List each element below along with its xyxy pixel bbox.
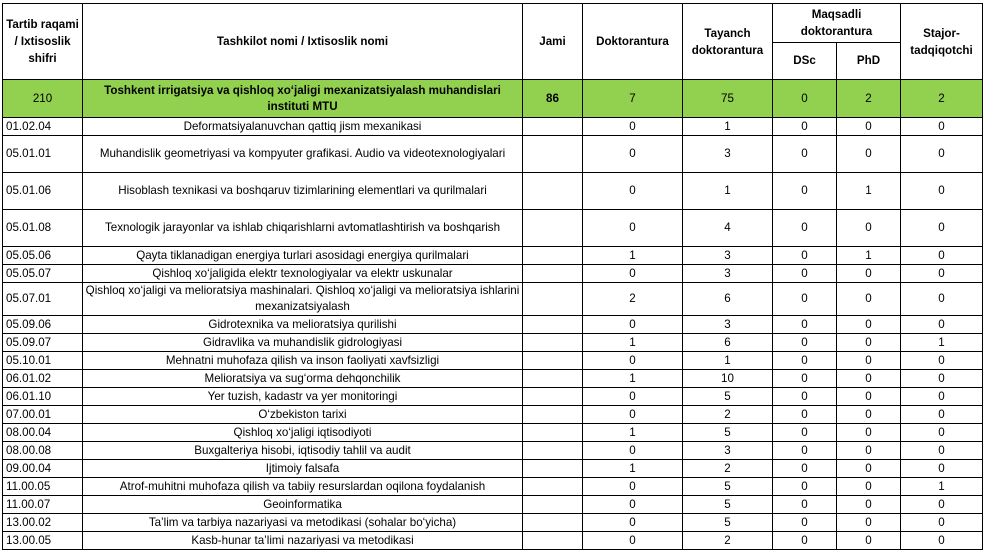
specialty-doctorate: 0	[583, 496, 683, 514]
specialty-doctorate: 0	[583, 136, 683, 173]
specialty-intern: 0	[901, 173, 983, 210]
specialty-code: 05.07.01	[3, 283, 83, 316]
table-row	[3, 265, 983, 283]
specialty-dsc: 0	[773, 424, 837, 442]
specialty-phd: 0	[837, 316, 901, 334]
table-row	[3, 496, 983, 514]
table-row	[3, 173, 983, 210]
specialty-total	[523, 173, 583, 210]
specialty-dsc: 0	[773, 478, 837, 496]
specialty-name: Melioratsiya va sug‘orma dehqonchilik	[83, 370, 523, 388]
specialty-total	[523, 496, 583, 514]
specialty-dsc: 0	[773, 334, 837, 352]
specialty-dsc: 0	[773, 136, 837, 173]
specialty-name: Geoinformatika	[83, 496, 523, 514]
specialty-phd: 0	[837, 496, 901, 514]
organization-row	[3, 80, 983, 118]
header-phd: PhD	[837, 42, 901, 80]
specialty-intern: 0	[901, 514, 983, 532]
org-basic-doctorate: 75	[683, 80, 773, 118]
table-row	[3, 316, 983, 334]
specialty-doctorate: 0	[583, 173, 683, 210]
specialty-total	[523, 210, 583, 247]
specialty-total	[523, 136, 583, 173]
specialty-total	[523, 316, 583, 334]
specialty-intern: 0	[901, 283, 983, 316]
specialty-dsc: 0	[773, 352, 837, 370]
specialty-basic-doctorate: 1	[683, 173, 773, 210]
specialty-dsc: 0	[773, 247, 837, 265]
org-intern: 2	[901, 80, 983, 118]
specialty-phd: 0	[837, 532, 901, 550]
table-row	[3, 478, 983, 496]
specialty-dsc: 0	[773, 532, 837, 550]
specialty-dsc: 0	[773, 118, 837, 136]
specialty-basic-doctorate: 1	[683, 118, 773, 136]
specialty-basic-doctorate: 3	[683, 136, 773, 173]
table-row	[3, 514, 983, 532]
specialty-dsc: 0	[773, 316, 837, 334]
specialty-intern: 0	[901, 388, 983, 406]
specialty-phd: 0	[837, 514, 901, 532]
specialty-code: 05.01.08	[3, 210, 83, 247]
specialty-dsc: 0	[773, 370, 837, 388]
specialty-code: 06.01.02	[3, 370, 83, 388]
specialty-total	[523, 265, 583, 283]
specialty-phd: 0	[837, 136, 901, 173]
specialty-name: Mehnatni muhofaza qilish va inson faoliyati xavfsizligi	[83, 352, 523, 370]
specialty-total	[523, 424, 583, 442]
header-total: Jami	[523, 4, 583, 80]
specialty-total	[523, 370, 583, 388]
specialty-code: 13.00.05	[3, 532, 83, 550]
specialty-name: Ijtimoiy falsafa	[83, 460, 523, 478]
specialty-name: Muhandislik geometriyasi va kompyuter grafikasi. Audio va videotexnologiyalari	[83, 136, 523, 173]
table-row	[3, 247, 983, 265]
specialty-intern: 0	[901, 316, 983, 334]
specialty-total	[523, 406, 583, 424]
specialty-doctorate: 0	[583, 118, 683, 136]
specialty-name: Ta’lim va tarbiya nazariyasi va metodikasi (sohalar bo‘yicha)	[83, 514, 523, 532]
table-row	[3, 460, 983, 478]
specialty-doctorate: 1	[583, 424, 683, 442]
specialty-name: Qishloq xo‘jaligi va melioratsiya mashinalari. Qishloq xo‘jaligi va melioratsiya ishlarini mexanizatsiyalash	[83, 283, 523, 316]
specialty-dsc: 0	[773, 496, 837, 514]
table-row	[3, 352, 983, 370]
specialty-total	[523, 118, 583, 136]
specialty-basic-doctorate: 3	[683, 247, 773, 265]
header-targeted-doctorate: Maqsadli doktorantura	[773, 4, 901, 43]
specialty-code: 05.05.06	[3, 247, 83, 265]
specialty-phd: 0	[837, 478, 901, 496]
specialty-intern: 0	[901, 424, 983, 442]
specialty-phd: 0	[837, 118, 901, 136]
table-row	[3, 424, 983, 442]
header-name: Tashkilot nomi / Ixtisoslik nomi	[83, 4, 523, 80]
specialty-intern: 0	[901, 496, 983, 514]
specialty-name: Deformatsiyalanuvchan qattiq jism mexanikasi	[83, 118, 523, 136]
specialty-total	[523, 478, 583, 496]
specialty-code: 05.01.06	[3, 173, 83, 210]
specialty-dsc: 0	[773, 210, 837, 247]
specialty-doctorate: 1	[583, 370, 683, 388]
specialty-phd: 1	[837, 247, 901, 265]
table-row	[3, 334, 983, 352]
specialty-intern: 0	[901, 247, 983, 265]
specialty-code: 13.00.02	[3, 514, 83, 532]
specialty-intern: 0	[901, 352, 983, 370]
table-container	[2, 3, 982, 550]
specialty-total	[523, 247, 583, 265]
specialty-basic-doctorate: 5	[683, 496, 773, 514]
specialty-phd: 0	[837, 370, 901, 388]
specialty-name: Qishloq xo‘jaligida elektr texnologiyalar va elektr uskunalar	[83, 265, 523, 283]
specialty-intern: 0	[901, 460, 983, 478]
org-phd: 2	[837, 80, 901, 118]
specialty-doctorate: 0	[583, 210, 683, 247]
specialty-intern: 0	[901, 210, 983, 247]
specialty-intern: 1	[901, 478, 983, 496]
specialty-total	[523, 334, 583, 352]
specialty-name: Hisoblash texnikasi va boshqaruv tizimlarining elementlari va qurilmalari	[83, 173, 523, 210]
specialty-name: Qishloq xo‘jaligi iqtisodiyoti	[83, 424, 523, 442]
specialty-basic-doctorate: 5	[683, 388, 773, 406]
specialty-doctorate: 1	[583, 247, 683, 265]
specialty-intern: 1	[901, 334, 983, 352]
specialty-phd: 1	[837, 173, 901, 210]
specialty-total	[523, 352, 583, 370]
specialty-intern: 0	[901, 406, 983, 424]
org-total: 86	[523, 80, 583, 118]
specialty-doctorate: 0	[583, 265, 683, 283]
specialty-name: Gidravlika va muhandislik gidrologiyasi	[83, 334, 523, 352]
specialty-dsc: 0	[773, 265, 837, 283]
specialty-code: 08.00.08	[3, 442, 83, 460]
specialty-basic-doctorate: 10	[683, 370, 773, 388]
org-name: Toshkent irrigatsiya va qishloq xo‘jaligi mexanizatsiyalash muhandislari instituti MTU	[83, 80, 523, 118]
table-row	[3, 210, 983, 247]
specialty-dsc: 0	[773, 460, 837, 478]
specialty-code: 11.00.07	[3, 496, 83, 514]
specialty-code: 09.00.04	[3, 460, 83, 478]
org-doctorate: 7	[583, 80, 683, 118]
specialty-total	[523, 460, 583, 478]
specialty-doctorate: 0	[583, 514, 683, 532]
table-row	[3, 136, 983, 173]
specialty-name: Buxgalteriya hisobi, iqtisodiy tahlil va audit	[83, 442, 523, 460]
specialty-doctorate: 0	[583, 406, 683, 424]
specialty-phd: 0	[837, 265, 901, 283]
specialty-basic-doctorate: 5	[683, 478, 773, 496]
specialty-code: 08.00.04	[3, 424, 83, 442]
specialty-code: 05.09.06	[3, 316, 83, 334]
specialty-dsc: 0	[773, 388, 837, 406]
specialty-name: Atrof-muhitni muhofaza qilish va tabiiy resurslardan oqilona foydalanish	[83, 478, 523, 496]
specialty-phd: 0	[837, 424, 901, 442]
table-row	[3, 118, 983, 136]
specialty-code: 05.05.07	[3, 265, 83, 283]
specialty-basic-doctorate: 3	[683, 316, 773, 334]
specialty-dsc: 0	[773, 283, 837, 316]
specialty-phd: 0	[837, 460, 901, 478]
specialty-name: Kasb-hunar ta’limi nazariyasi va metodikasi	[83, 532, 523, 550]
specialty-code: 05.09.07	[3, 334, 83, 352]
specialty-intern: 0	[901, 532, 983, 550]
table-row	[3, 406, 983, 424]
specialty-basic-doctorate: 1	[683, 352, 773, 370]
specialty-basic-doctorate: 2	[683, 460, 773, 478]
specialty-phd: 0	[837, 210, 901, 247]
specialty-total	[523, 442, 583, 460]
specialty-phd: 0	[837, 442, 901, 460]
specialty-doctorate: 1	[583, 460, 683, 478]
org-dsc: 0	[773, 80, 837, 118]
specialty-doctorate: 0	[583, 352, 683, 370]
specialty-doctorate: 0	[583, 478, 683, 496]
specialty-intern: 0	[901, 442, 983, 460]
specialty-total	[523, 514, 583, 532]
specialty-basic-doctorate: 6	[683, 334, 773, 352]
specialty-intern: 0	[901, 265, 983, 283]
specialty-doctorate: 0	[583, 442, 683, 460]
org-code: 210	[3, 80, 83, 118]
table-row	[3, 370, 983, 388]
header-intern-researcher: Stajor-tadqiqotchi	[901, 4, 983, 80]
specialty-name: Gidrotexnika va melioratsiya qurilishi	[83, 316, 523, 334]
specialty-code: 05.10.01	[3, 352, 83, 370]
specialty-name: Yer tuzish, kadastr va yer monitoringi	[83, 388, 523, 406]
specialty-basic-doctorate: 5	[683, 514, 773, 532]
specialty-phd: 0	[837, 334, 901, 352]
specialty-name: O‘zbekiston tarixi	[83, 406, 523, 424]
specialty-code: 11.00.05	[3, 478, 83, 496]
specialty-basic-doctorate: 4	[683, 210, 773, 247]
specialty-basic-doctorate: 3	[683, 442, 773, 460]
specialty-code: 07.00.01	[3, 406, 83, 424]
specialty-basic-doctorate: 6	[683, 283, 773, 316]
specialty-dsc: 0	[773, 514, 837, 532]
doctorate-quota-table	[2, 3, 983, 550]
table-row	[3, 388, 983, 406]
specialty-dsc: 0	[773, 406, 837, 424]
specialty-doctorate: 0	[583, 388, 683, 406]
header-basic-doctorate: Tayanch doktorantura	[683, 4, 773, 80]
specialty-code: 06.01.10	[3, 388, 83, 406]
specialty-name: Qayta tiklanadigan energiya turlari asosidagi energiya qurilmalari	[83, 247, 523, 265]
table-row	[3, 283, 983, 316]
specialty-dsc: 0	[773, 173, 837, 210]
specialty-doctorate: 0	[583, 532, 683, 550]
specialty-total	[523, 388, 583, 406]
specialty-intern: 0	[901, 118, 983, 136]
specialty-code: 05.01.01	[3, 136, 83, 173]
header-doctorate: Doktorantura	[583, 4, 683, 80]
specialty-name: Texnologik jarayonlar va ishlab chiqarishlarni avtomatlashtirish va boshqarish	[83, 210, 523, 247]
specialty-doctorate: 1	[583, 334, 683, 352]
specialty-phd: 0	[837, 283, 901, 316]
specialty-basic-doctorate: 5	[683, 424, 773, 442]
specialty-intern: 0	[901, 136, 983, 173]
specialty-code: 01.02.04	[3, 118, 83, 136]
specialty-basic-doctorate: 2	[683, 532, 773, 550]
specialty-phd: 0	[837, 406, 901, 424]
specialty-total	[523, 283, 583, 316]
specialty-phd: 0	[837, 388, 901, 406]
specialty-dsc: 0	[773, 442, 837, 460]
header-code: Tartib raqami / Ixtisoslik shifri	[3, 4, 83, 80]
specialty-phd: 0	[837, 352, 901, 370]
header-dsc: DSc	[773, 42, 837, 80]
specialty-basic-doctorate: 3	[683, 265, 773, 283]
table-row	[3, 442, 983, 460]
specialty-doctorate: 0	[583, 316, 683, 334]
specialty-doctorate: 2	[583, 283, 683, 316]
specialty-basic-doctorate: 2	[683, 406, 773, 424]
specialty-intern: 0	[901, 370, 983, 388]
